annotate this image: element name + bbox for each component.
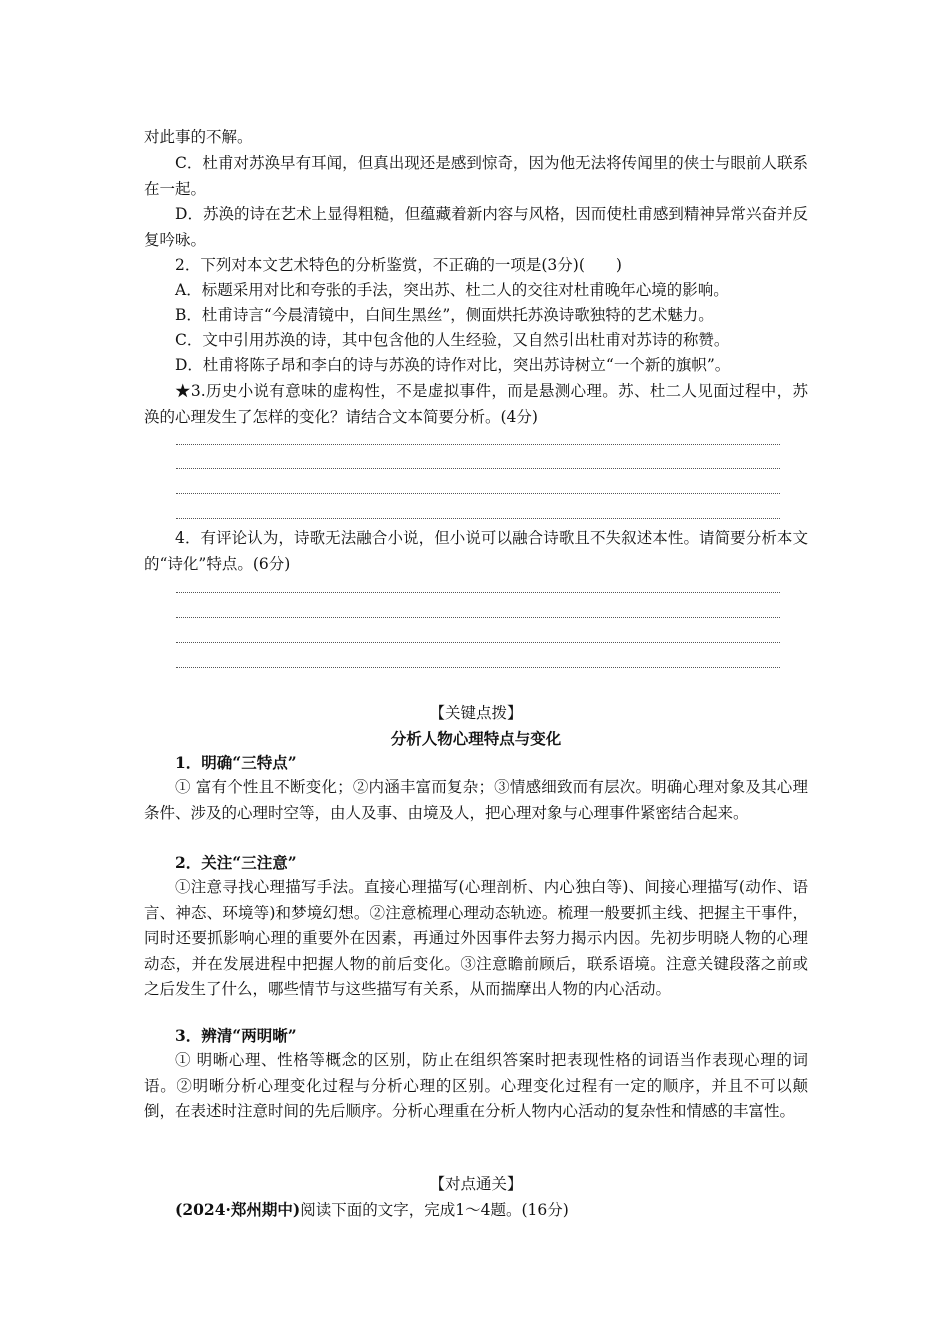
section-1-title: 1．明确“三特点”	[175, 753, 297, 772]
q2-option-c: C．文中引用苏涣的诗，其中包含他的人生经验，又自然引出杜甫对苏诗的称赞。	[175, 331, 730, 349]
section-1-body: ① 富有个性且不断变化；②内涵丰富而复杂；③情感细致而有层次。明确心理对象及其心理条件、涉及的心理时空等，由人及事、由境及人，把心理对象与心理事件紧密结合起来。	[144, 778, 808, 822]
practice-source: (2024·郑州期中)	[175, 1200, 301, 1219]
answer-line[interactable]	[176, 518, 780, 519]
q2-option-d: D．杜甫将陈子昂和李白的诗与苏涣的诗作对比，突出苏诗树立“一个新的旗帜”。	[175, 356, 731, 374]
answer-line[interactable]	[176, 642, 780, 643]
practice-intro: 阅读下面的文字，完成1～4题。(16分)	[300, 1201, 569, 1219]
answer-line[interactable]	[176, 493, 780, 494]
q2-option-a: A．标题采用对比和夸张的手法，突出苏、杜二人的交往对杜甫晚年心境的影响。	[175, 281, 729, 299]
practice-intro-line	[144, 1197, 808, 1224]
q1-tail-line: 对此事的不解。	[144, 128, 253, 146]
practice-header: 【对点通关】	[429, 1175, 523, 1193]
key-points-title: 分析人物心理特点与变化	[390, 729, 562, 748]
section-3-title: 3．辨清“两明晰”	[175, 1026, 297, 1045]
answer-line[interactable]	[176, 444, 780, 445]
answer-line[interactable]	[176, 617, 780, 618]
q3-stem: ★3.历史小说有意味的虚构性，不是虚拟事件，而是悬测心理。苏、杜二人见面过程中，苏涣的心理发生了怎样的变化？请结合文本简要分析。(4分)	[144, 382, 808, 426]
q4-stem: 4．有评论认为，诗歌无法融合小说，但小说可以融合诗歌且不失叙述本性。请简要分析本文的“诗化”特点。(6分)	[144, 529, 808, 573]
key-points-header: 【关键点拨】	[429, 704, 523, 722]
q2-stem: 2．下列对本文艺术特色的分析鉴赏，不正确的一项是(3分)( )	[175, 256, 622, 274]
section-2-body: ①注意寻找心理描写手法。直接心理描写(心理剖析、内心独白等)、间接心理描写(动作、语言、神态、环境等)和梦境幻想。②注意梳理心理动态轨迹。梳理一般要抓主线、把握主干事件，同时还要抓影响心理的重要外在因素，再通过外因事件去努力揭示内因。先初步明晓人物的心理动态，并在发展进程中把握人物的前后变化。③注意瞻前顾后，联系语境。注意关键段落之前或之后发生了什么，哪些情节与这些描写有关系，从而揣摩出人物的内心活动。	[144, 878, 808, 999]
answer-line[interactable]	[176, 667, 780, 668]
q2-option-b: B．杜甫诗言“今晨清镜中，白间生黑丝”，侧面烘托苏涣诗歌独特的艺术魅力。	[175, 306, 714, 324]
answer-line[interactable]	[176, 468, 780, 469]
section-2-title: 2．关注“三注意”	[175, 853, 297, 872]
q1-option-d: D．苏涣的诗在艺术上显得粗糙，但蕴藏着新内容与风格，因而使杜甫感到精神异常兴奋并反复吟咏。	[144, 205, 808, 249]
answer-line[interactable]	[176, 592, 780, 593]
q1-option-c: C．杜甫对苏涣早有耳闻，但真出现还是感到惊奇，因为他无法将传闻里的侠士与眼前人联系在一起。	[144, 154, 808, 198]
section-3-body: ① 明晰心理、性格等概念的区别，防止在组织答案时把表现性格的词语当作表现心理的词语。②明晰分析心理变化过程与分析心理的区别。心理变化过程有一定的顺序，并且不可以颠倒，在表述时注意时间的先后顺序。分析心理重在分析人物内心活动的复杂性和情感的丰富性。	[144, 1051, 808, 1121]
